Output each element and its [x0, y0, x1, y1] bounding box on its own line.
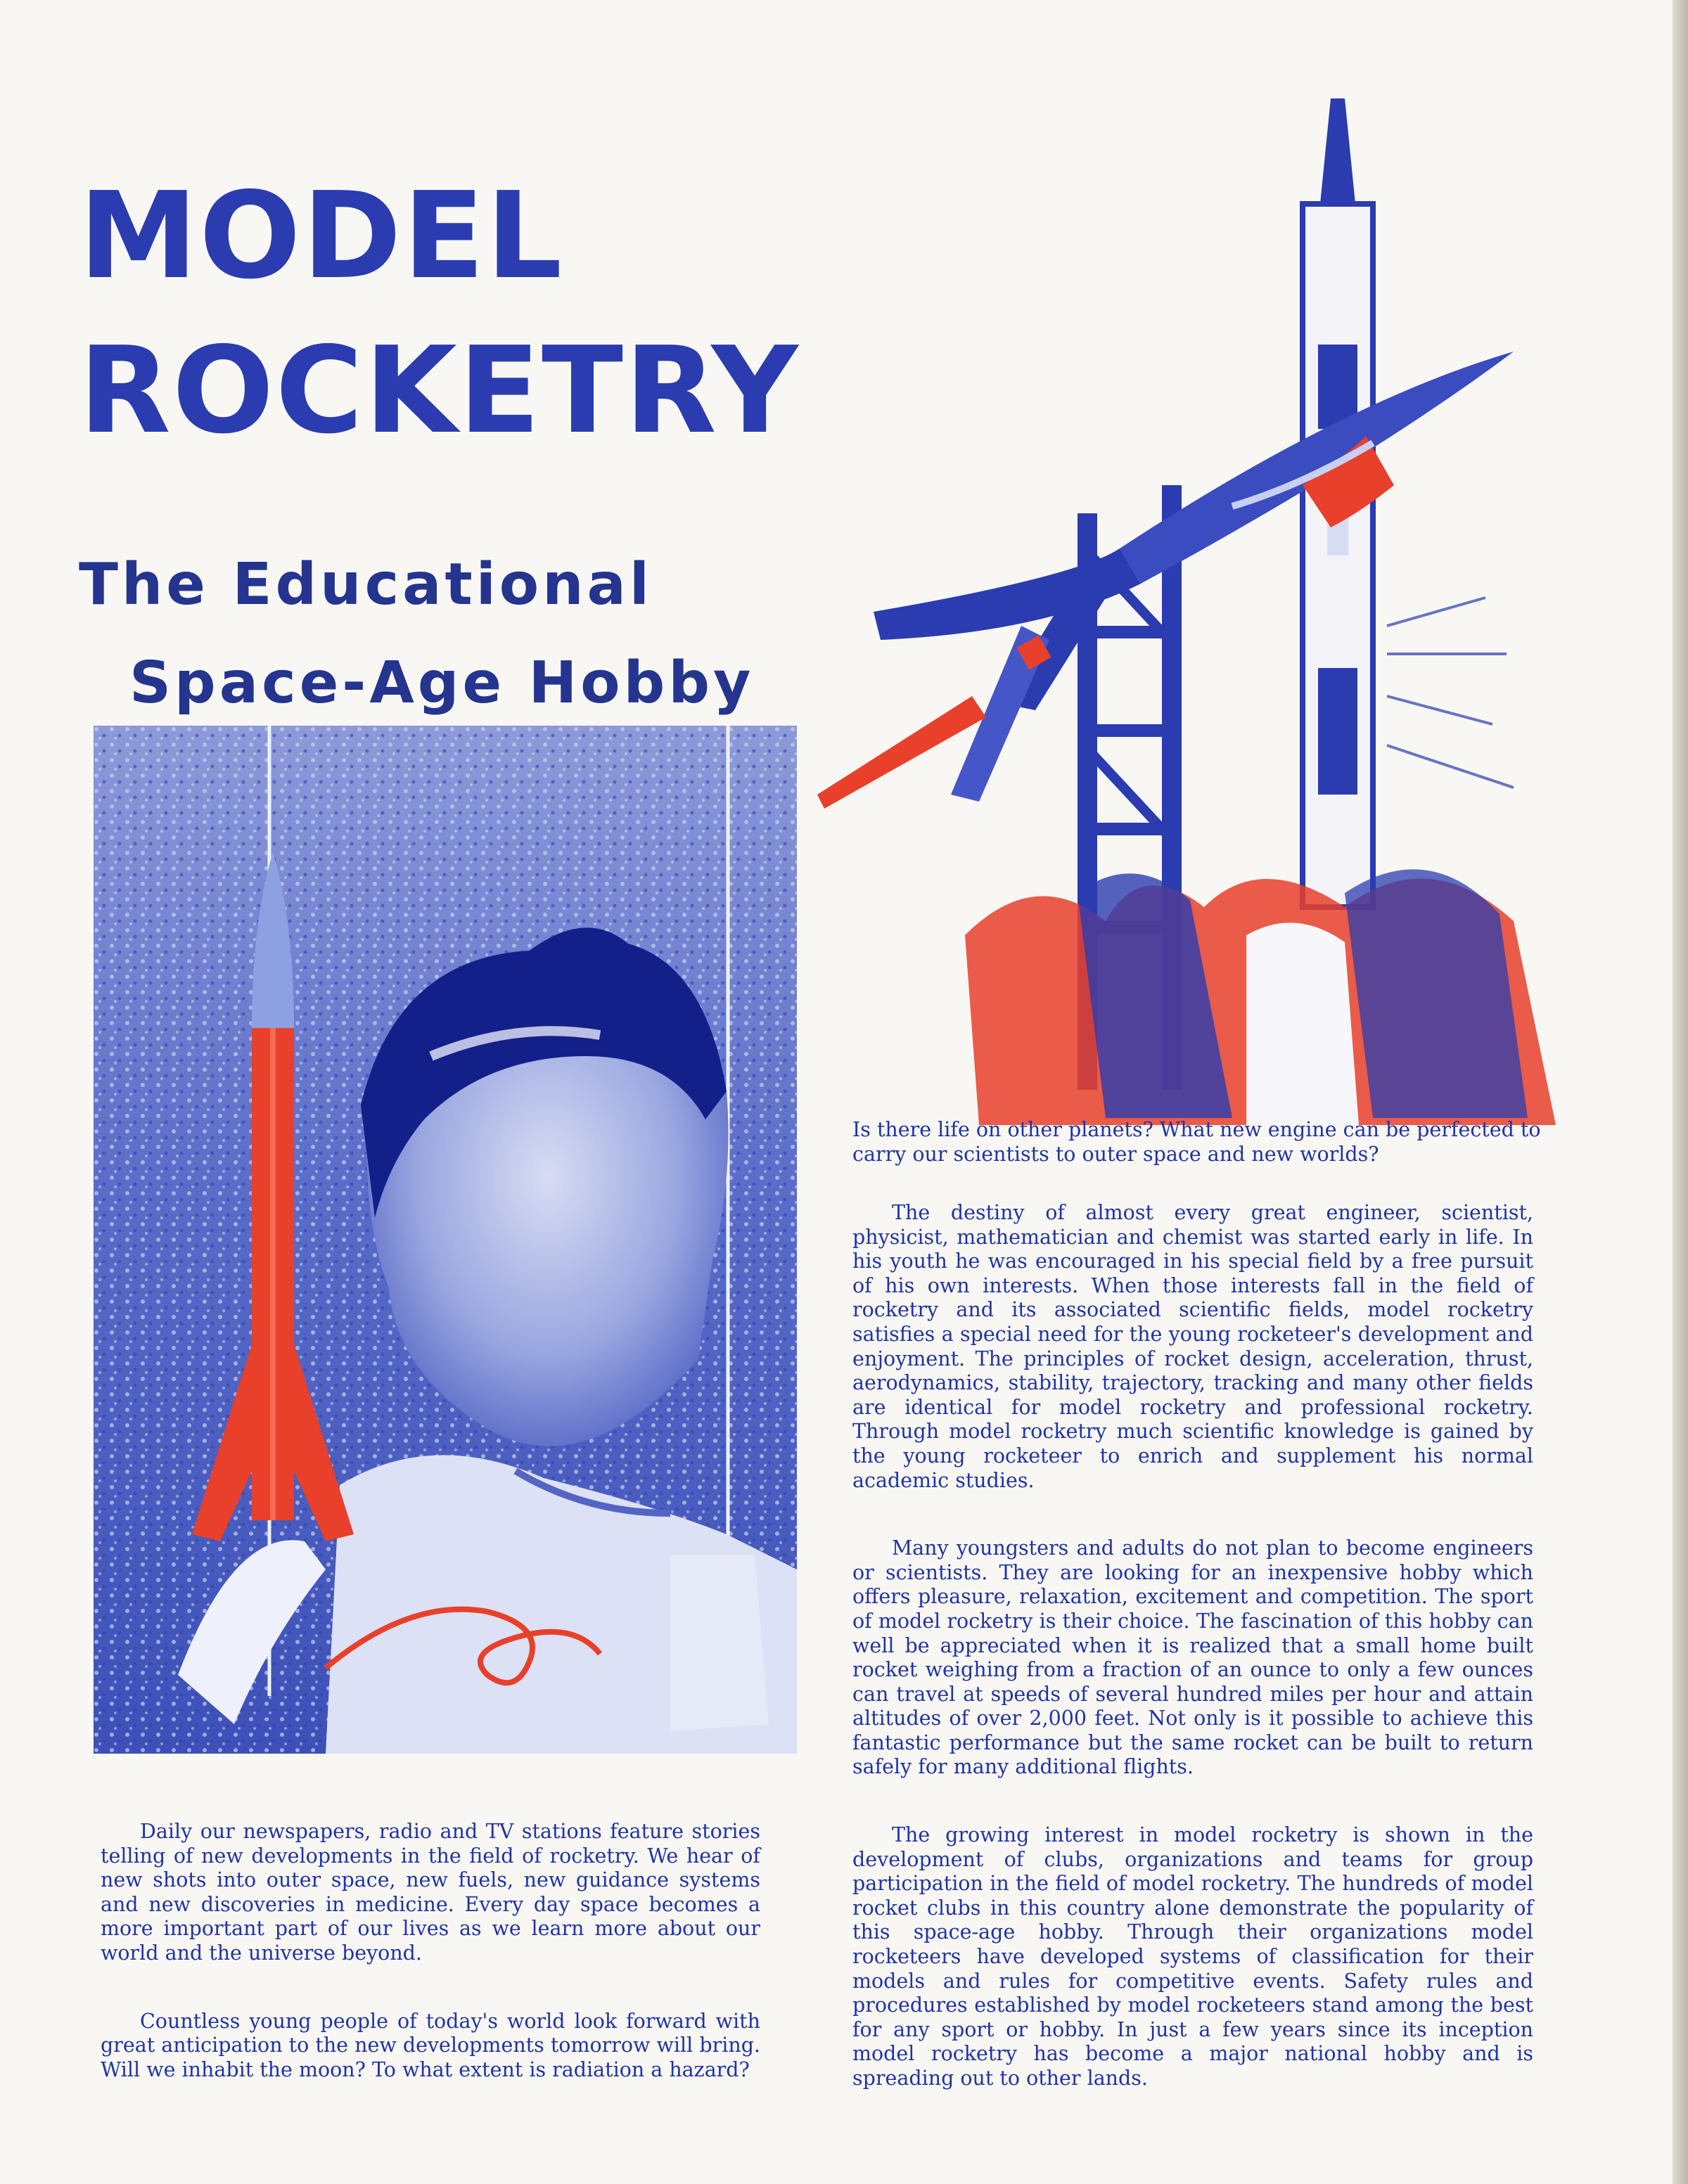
- paragraph: The destiny of almost every great engineer, scientist, physicist, mathematician and chemist was started early in life. In his youth he was encouraged in his special field by a free pursuit of his own interests. When those interests fall in the field of rocketry and its associated scientific fields, model rocketry satisfies a special need for the young rocketeer's development and enjoyment. The principles of rocket design, acceleration, thrust, aerodynamics, stability, trajectory, tracking and many other fields are identical for model rocketry and professional rocketry. Through model rocketry much scientific knowledge is gained by the young rocketeer to enrich and supplement his normal academic studies.: [852, 1201, 1533, 1492]
- title-line-1: MODEL: [79, 167, 564, 306]
- page-edge: [1673, 0, 1688, 2184]
- paragraph: Countless young people of today's world look forward with great anticipation to the new developments tomorrow will bring. Will we inhabit the moon? To what extent is radiation a hazard?: [101, 2009, 760, 2081]
- paragraph: Many youngsters and adults do not plan to become engineers or scientists. They are looking for an inexpensive hobby which offers pleasure, relaxation, excitement and competition. The sport of model rocketry is their choice. The fascination of this hobby can well be appreciated when it is realized that a small home built rocket weighing from a fraction of an ounce to only a few ounces can travel at speeds of several hundred miles per hour and attain altitudes of over 2,000 feet. Not only is it possible to achieve this fantastic performance but the same rocket can be built to return safely for many additional flights.: [852, 1536, 1533, 1779]
- paragraph: The growing interest in model rocketry is shown in the development of clubs, organizations and teams for group participation in the field of model rocketry. The hundreds of model rocket clubs in this country alone demonstrate the popularity of this space-age hobby. Through their organizations model rocketeers have developed systems of classification for their models and rules for competitive events. Safety rules and procedures established by model rocketeers stand among the best for any sport or hobby. In just a few years since its inception model rocketry has become a major national hobby and is spreading out to other lands.: [852, 1823, 1533, 2090]
- subtitle-line-2: Space-Age Hobby: [129, 650, 755, 717]
- right-text-column: [852, 1201, 1533, 2135]
- page-subtitle: [79, 536, 754, 733]
- boy-with-model-rocket-photo: [94, 726, 797, 1754]
- left-text-column: [101, 1820, 760, 2126]
- subtitle-line-1: The Educational: [79, 551, 653, 618]
- rocket-launch-illustration: [810, 91, 1598, 1132]
- paragraph: Daily our newspapers, radio and TV stations feature stories telling of new developments in the field of rocketry. We hear of new shots into outer space, new fuels, new guidance systems and new discoveries in medicine. Every day space becomes a more important part of our lives as we learn more about our world and the universe beyond.: [101, 1820, 760, 1965]
- title-line-2: ROCKETRY: [79, 321, 800, 461]
- illustration-caption: Is there life on other planets? What new engine can be perfected to carry our scientists to outer space and new worlds?: [852, 1118, 1541, 1166]
- page-title: [79, 159, 800, 468]
